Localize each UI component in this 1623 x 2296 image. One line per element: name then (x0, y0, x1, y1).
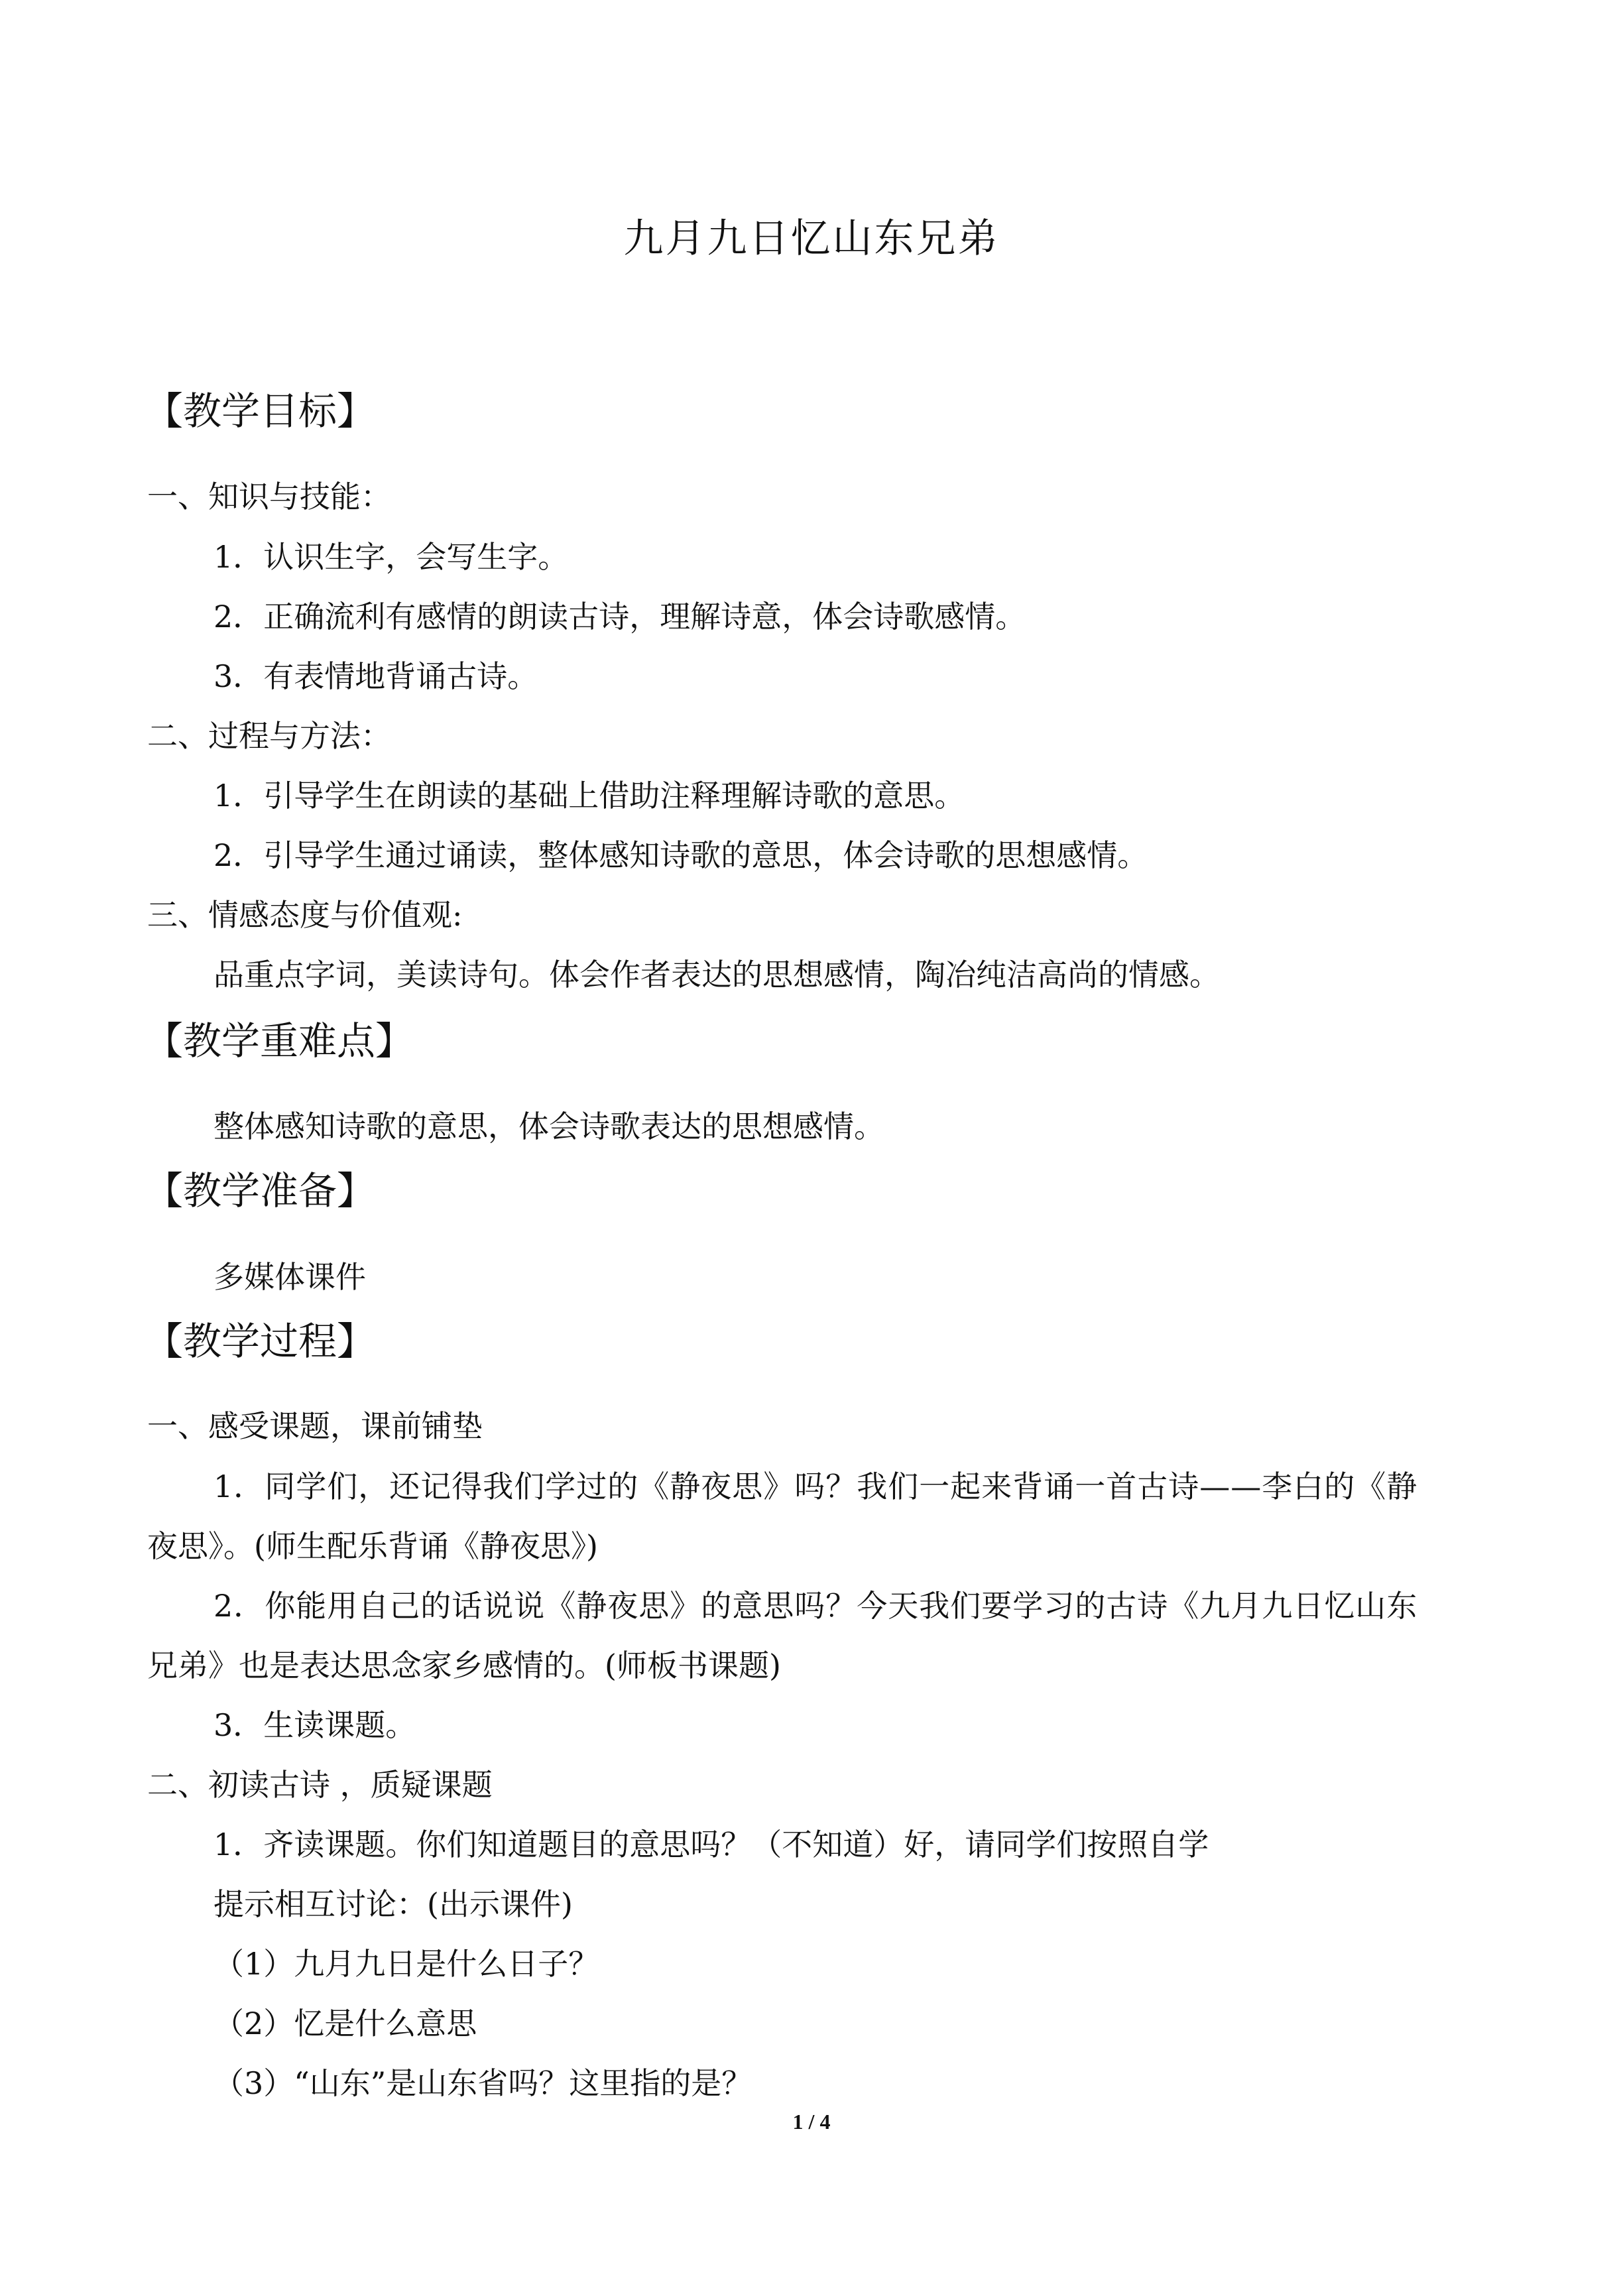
objectives-part1-item: 2．正确流利有感情的朗读古诗，理解诗意，体会诗歌感情。 (213, 599, 1026, 634)
process-part1-heading: 一、感受课题，课前铺垫 (147, 1408, 483, 1444)
objectives-part2-item: 1．引导学生在朗读的基础上借助注释理解诗歌的意思。 (213, 778, 965, 814)
section-heading-objectives: 【教学目标】 (145, 389, 376, 434)
preparation-text: 多媒体课件 (213, 1259, 366, 1295)
process-part2-heading: 二、初读古诗 ，质疑课题 (147, 1767, 493, 1803)
section-heading-key-points: 【教学重难点】 (145, 1018, 414, 1063)
objectives-part3-text: 品重点字词，美读诗句。体会作者表达的思想感情，陶冶纯洁高尚的情感。 (213, 957, 1220, 993)
section-heading-preparation: 【教学准备】 (145, 1168, 376, 1213)
process-part2-item1-line1: 1．齐读课题。你们知道题目的意思吗？（不知道）好，请同学们按照自学 (213, 1827, 1209, 1862)
process-item1-line2: 夜思》。(师生配乐背诵《静夜思》) (147, 1528, 598, 1564)
objectives-part2-heading: 二、过程与方法： (147, 718, 391, 754)
question-item: （2）忆是什么意思 (213, 2006, 477, 2041)
process-item3: 3．生读课题。 (213, 1707, 416, 1743)
page-number: 1 / 4 (792, 2110, 831, 2134)
process-item1-line1: 1．同学们，还记得我们学过的《静夜思》吗？我们一起来背诵一首古诗——李白的《静 (213, 1469, 1418, 1504)
objectives-part1-item: 1．认识生字，会写生字。 (213, 539, 569, 575)
objectives-part3-heading: 三、情感态度与价值观: (147, 897, 463, 933)
objectives-part1-heading: 一、知识与技能： (147, 479, 391, 514)
question-item: （3）“山东”是山东省吗？这里指的是？ (213, 2065, 752, 2101)
objectives-part1-item: 3．有表情地背诵古诗。 (213, 658, 538, 694)
document-title: 九月九日忆山东兄弟 (623, 215, 1000, 262)
question-item: （1）九月九日是什么日子？ (213, 1946, 599, 1982)
process-part2-item1-line2: 提示相互讨论：(出示课件) (213, 1886, 573, 1922)
process-item2-line1: 2．你能用自己的话说说《静夜思》的意思吗？今天我们要学习的古诗《九月九日忆山东 (213, 1588, 1418, 1624)
process-item2-line2: 兄弟》也是表达思念家乡感情的。(师板书课题) (147, 1648, 781, 1683)
section-heading-process: 【教学过程】 (145, 1319, 376, 1364)
key-points-text: 整体感知诗歌的意思，体会诗歌表达的思想感情。 (213, 1109, 884, 1144)
objectives-part2-item: 2．引导学生通过诵读，整体感知诗歌的意思，体会诗歌的思想感情。 (213, 837, 1148, 873)
